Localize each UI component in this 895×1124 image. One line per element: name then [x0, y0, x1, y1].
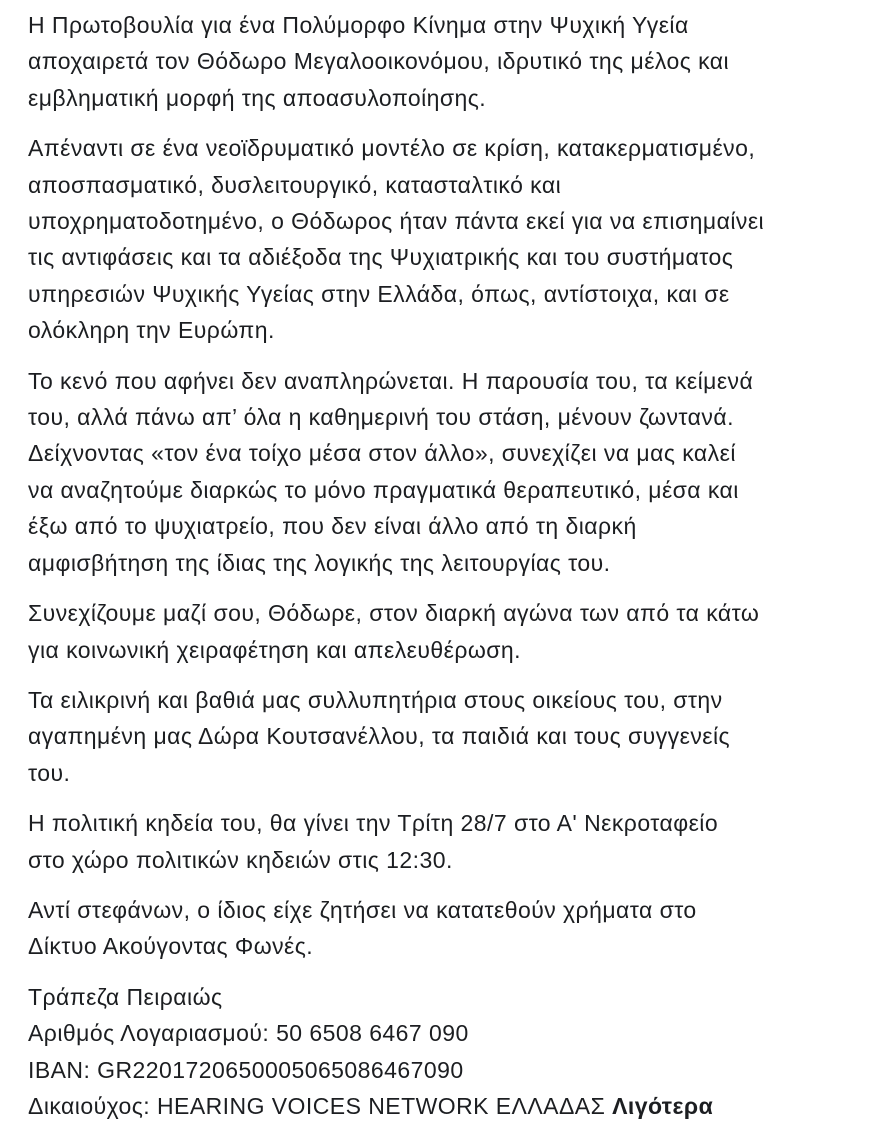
- text-line: Απέναντι σε ένα νεοϊδρυματικό μοντέλο σε κρίση, κατακερματισμένο,: [28, 135, 756, 162]
- post-paragraph: [28, 7, 885, 116]
- text-line: Δίκτυο Ακούγοντας Φωνές.: [28, 933, 314, 960]
- post-paragraph: [28, 595, 885, 668]
- post-paragraph: [28, 805, 885, 878]
- text-line: για κοινωνική χειραφέτηση και απελευθέρωση.: [28, 636, 521, 663]
- beneficiary: Δικαιούχος: HEARING VOICES NETWORK ΕΛΛΑΔΑΣ: [28, 1092, 606, 1119]
- text-line: αποσπασματικό, δυσλειτουργικό, κατασταλτικό και: [28, 171, 562, 198]
- bank-details: [28, 979, 885, 1124]
- text-line: εμβληματική μορφή της αποασυλοποίησης.: [28, 84, 487, 111]
- text-line: Η Πρωτοβουλία για ένα Πολύμορφο Κίνημα στην Ψυχική Υγεία: [28, 12, 689, 38]
- text-line: Δείχνοντας «τον ένα τοίχο μέσα στον άλλο», συνεχίζει να μας καλεί: [28, 440, 736, 467]
- text-line: αποχαιρετά τον Θόδωρο Μεγαλοοικονόμου, ιδρυτικό της μέλος και: [28, 48, 730, 75]
- iban: IBAN: GR2201720650005065086467090: [28, 1056, 464, 1083]
- text-line: ολόκληρη την Ευρώπη.: [28, 317, 275, 344]
- text-line: τις αντιφάσεις και τα αδιέξοδα της Ψυχιατρικής και του συστήματος: [28, 244, 734, 271]
- text-line: στο χώρο πολιτικών κηδειών στις 12:30.: [28, 846, 453, 873]
- text-line: Συνεχίζουμε μαζί σου, Θόδωρε, στον διαρκή αγώνα των από τα κάτω: [28, 600, 760, 627]
- post-paragraph: [28, 363, 885, 581]
- text-line: Αντί στεφάνων, ο ίδιος είχε ζητήσει να κατατεθούν χρήματα στο: [28, 896, 697, 923]
- text-line: Το κενό που αφήνει δεν αναπληρώνεται. Η παρουσία του, τα κείμενά: [28, 367, 754, 394]
- text-line: να αναζητούμε διαρκώς το μόνο πραγματικά θεραπευτικό, μέσα και: [28, 476, 739, 503]
- text-line: υπηρεσιών Ψυχικής Υγείας στην Ελλάδα, όπως, αντίστοιχα, και σε: [28, 280, 730, 307]
- post-paragraph: [28, 682, 885, 791]
- text-line: Η πολιτική κηδεία του, θα γίνει την Τρίτη 28/7 στο Α' Νεκροταφείο: [28, 810, 719, 837]
- beneficiary-line: [28, 1088, 885, 1124]
- text-line: Τα ειλικρινή και βαθιά μας συλλυπητήρια στους οικείους του, στην: [28, 686, 723, 713]
- bank-name: Τράπεζα Πειραιώς: [28, 983, 223, 1010]
- post-paragraph: [28, 892, 885, 965]
- account-number: Αριθμός Λογαριασμού: 50 6508 6467 090: [28, 1020, 469, 1047]
- text-line: υποχρηματοδοτημένο, ο Θόδωρος ήταν πάντα εκεί για να επισημαίνει: [28, 208, 765, 235]
- text-line: αγαπημένη μας Δώρα Κουτσανέλλου, τα παιδιά και τους συγγενείς: [28, 723, 731, 750]
- text-line: του.: [28, 759, 71, 786]
- text-line: έξω από το ψυχιατρείο, που δεν είναι άλλο από τη διαρκή: [28, 513, 637, 540]
- text-line: αμφισβήτηση της ίδιας της λογικής της λειτουργίας του.: [28, 549, 611, 576]
- see-less-link[interactable]: Λιγότερα: [612, 1092, 714, 1119]
- text-line: του, αλλά πάνω απ’ όλα η καθημερινή του στάση, μένουν ζωντανά.: [28, 404, 734, 431]
- post-paragraph: [28, 130, 885, 348]
